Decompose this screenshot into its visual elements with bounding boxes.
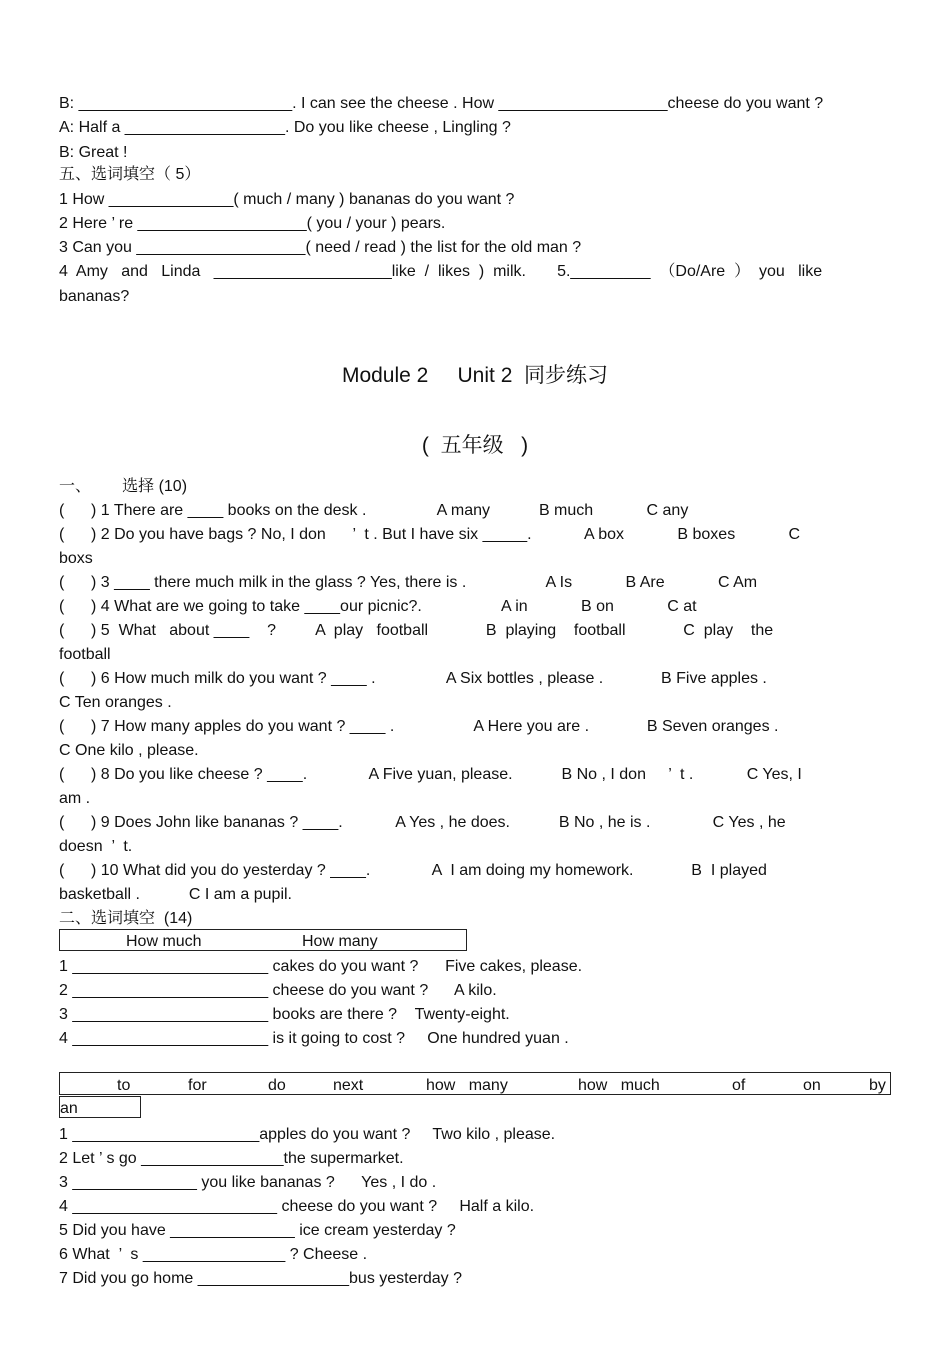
word-bank-word: how much <box>578 1077 660 1094</box>
question-line: ( ) 7 How many apples do you want ? ____ . A Here you are . B Seven oranges . <box>59 718 779 735</box>
exercise-item: 4 ______________________ is it going to cost ? One hundred yuan . <box>59 1030 569 1047</box>
word-bank-box-overflow <box>59 1096 141 1118</box>
dialogue-line: B: ________________________. I can see the cheese . How ___________________cheese do you want ? <box>59 95 824 112</box>
dialogue-line: A: Half a __________________. Do you like cheese , Lingling ? <box>59 119 511 136</box>
exercise-item: 5 Did you have ______________ ice cream yesterday ? <box>59 1222 456 1239</box>
question-line: doesn ’ t. <box>59 838 133 855</box>
exercise-item: 2 ______________________ cheese do you want ? A kilo. <box>59 982 497 999</box>
question-line: ( ) 9 Does John like bananas ? ____. A Yes , he does. B No , he is . C Yes , he <box>59 814 786 831</box>
exercise-item: bananas? <box>59 288 130 305</box>
exercise-item: 3 ______________ you like bananas ? Yes , I do . <box>59 1174 437 1191</box>
word-bank-box <box>59 1072 891 1095</box>
section-heading: 一、 选择 (10) <box>59 478 188 495</box>
exercise-item: 2 Here ’ re ___________________( you / your ) pears. <box>59 215 446 232</box>
word-bank-word: by <box>869 1077 886 1094</box>
question-line: basketball . C I am a pupil. <box>59 886 292 903</box>
exercise-item: 2 Let ’ s go ________________the supermarket. <box>59 1150 404 1167</box>
dialogue-line: B: Great ! <box>59 144 128 161</box>
section-heading: 五、选词填空（ 5） <box>59 166 201 183</box>
question-line: ( ) 10 What did you do yesterday ? ____. A I am doing my homework. B I played <box>59 862 767 879</box>
section-heading: 二、选词填空 (14) <box>59 910 193 927</box>
exercise-item: 1 ______________________ cakes do you want ? Five cakes, please. <box>59 958 583 975</box>
question-line: ( ) 5 What about ____ ? A play football B playing football C play the <box>59 622 774 639</box>
question-line: boxs <box>59 550 93 567</box>
question-line: ( ) 2 Do you have bags ? No, I don ’ t . But I have six _____. A box B boxes C <box>59 526 801 543</box>
exercise-item: 7 Did you go home _________________bus yesterday ? <box>59 1270 462 1287</box>
word-bank-word: to <box>117 1077 131 1094</box>
page-title: Module 2 Unit 2 同步练习 <box>341 364 609 387</box>
word-bank-word: on <box>803 1077 821 1094</box>
exercise-item: 4 Amy and Linda ____________________like / likes ) milk. 5._________ （Do/Are ） you like <box>59 263 823 280</box>
question-line: am . <box>59 790 91 807</box>
page-subtitle: ( 五年级 ) <box>421 434 529 457</box>
exercise-item: 3 ______________________ books are there ? Twenty-eight. <box>59 1006 510 1023</box>
exercise-item: 4 _______________________ cheese do you want ? Half a kilo. <box>59 1198 535 1215</box>
exercise-item: 1 _____________________apples do you want ? Two kilo , please. <box>59 1126 556 1143</box>
word-bank-box <box>59 929 467 951</box>
question-line: C One kilo , please. <box>59 742 199 759</box>
question-line: ( ) 1 There are ____ books on the desk . A many B much C any <box>59 502 689 519</box>
question-line: C Ten oranges . <box>59 694 172 711</box>
question-line: ( ) 8 Do you like cheese ? ____. A Five yuan, please. B No , I don ’ t . C Yes, I <box>59 766 802 783</box>
word-bank-word: an <box>60 1100 78 1117</box>
word-bank-word: of <box>732 1077 746 1094</box>
question-line: football <box>59 646 111 663</box>
word-bank-word: How many <box>302 933 378 950</box>
exercise-item: 1 How ______________( much / many ) bananas do you want ? <box>59 191 515 208</box>
word-bank-word: for <box>188 1077 207 1094</box>
exercise-item: 6 What ’ s ________________ ? Cheese . <box>59 1246 368 1263</box>
question-line: ( ) 4 What are we going to take ____our picnic?. A in B on C at <box>59 598 697 615</box>
question-line: ( ) 3 ____ there much milk in the glass ? Yes, there is . A Is B Are C Am <box>59 574 758 591</box>
word-bank-word: next <box>333 1077 364 1094</box>
exercise-item: 3 Can you ___________________( need / read ) the list for the old man ? <box>59 239 582 256</box>
word-bank-word: how many <box>426 1077 508 1094</box>
question-line: ( ) 6 How much milk do you want ? ____ . A Six bottles , please . B Five apples . <box>59 670 767 687</box>
word-bank-word: How much <box>126 933 202 950</box>
word-bank-word: do <box>268 1077 286 1094</box>
